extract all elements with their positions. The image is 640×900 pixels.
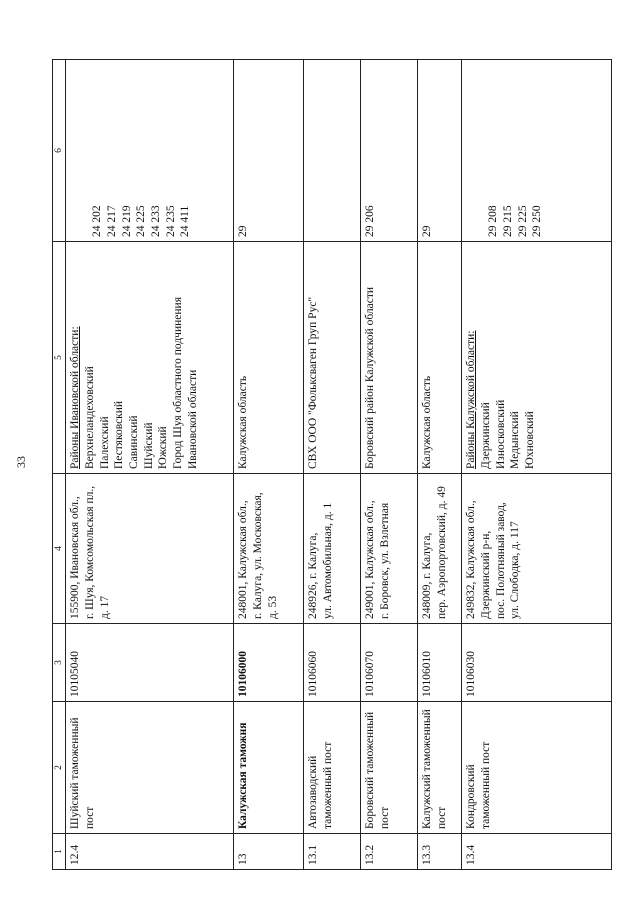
post-code: 10106070 <box>364 651 377 697</box>
row-number: 13.1 <box>307 844 320 865</box>
okato-code: 24 202 <box>91 205 104 237</box>
address-cell <box>304 474 361 624</box>
post-name: Калужская таможня <box>237 722 250 829</box>
row-number-cell <box>361 834 418 870</box>
address-line: пер. Аэропортовский, д. 49 <box>435 486 448 619</box>
page-number: 33 <box>14 456 28 468</box>
post-code: 10106000 <box>237 651 250 697</box>
post-code-cell <box>304 624 361 702</box>
okato-code: 24 225 <box>135 205 148 237</box>
address-cell <box>361 474 418 624</box>
address-line: ул. Слободка, д. 117 <box>509 521 522 619</box>
address-line: д. 53 <box>266 595 279 619</box>
row-number-cell <box>234 834 304 870</box>
address-line: г. Калуга, ул. Московская, <box>251 492 264 619</box>
post-code: 10105040 <box>69 651 82 697</box>
table-row <box>304 60 361 870</box>
region-line: Южский <box>157 426 170 469</box>
okato-code: 29 250 <box>531 205 544 237</box>
row-number-cell <box>304 834 361 870</box>
address-line: 249001, Калужская обл., <box>364 500 377 619</box>
region-title: Районы Калужской области: <box>465 330 478 469</box>
region-line: Шуйский <box>142 422 155 469</box>
post-code: 10106060 <box>307 651 320 697</box>
post-name: Кондровский таможенный пост <box>465 741 492 829</box>
table-row <box>361 60 418 870</box>
region-line: Пестяковский <box>113 400 126 469</box>
address-line: Дзержинский р-н, <box>479 530 492 619</box>
post-code-cell <box>361 624 418 702</box>
region-line: Город Шуя областного подчинения <box>172 297 185 469</box>
customs-table <box>52 59 612 870</box>
table-row <box>418 60 462 870</box>
region-line: Калужская область <box>237 375 250 469</box>
region-cell <box>234 242 304 474</box>
row-number: 13.2 <box>364 844 377 865</box>
region-line: Юхновский <box>524 411 537 469</box>
region-line: Износковский <box>494 399 507 469</box>
okato-code-cell <box>66 60 234 242</box>
okato-code: 24 217 <box>105 205 118 237</box>
okato-code: 29 <box>237 225 250 237</box>
region-line: Дзержинский <box>479 402 492 469</box>
okato-code: 29 <box>421 225 434 237</box>
address-line: 248009, г. Калуга, <box>421 532 434 619</box>
region-cell <box>462 242 612 474</box>
okato-code: 24 235 <box>164 205 177 237</box>
row-number-cell <box>66 834 234 870</box>
post-code: 10106030 <box>465 651 478 697</box>
address-line: 249832, Калужская обл., <box>465 500 478 619</box>
region-title: Районы Ивановской области: <box>69 326 82 469</box>
post-name: Боровский таможенный пост <box>364 711 391 829</box>
okato-code-cell <box>304 60 361 242</box>
okato-code-cell <box>462 60 612 242</box>
row-number: 13 <box>237 853 250 865</box>
post-name: Автозаводский таможенный пост <box>307 741 334 829</box>
post-code-cell <box>234 624 304 702</box>
rotated-page <box>52 60 612 870</box>
post-name: Калужский таможенный пост <box>421 709 448 829</box>
table-row <box>66 60 234 870</box>
region-line: Калужская область <box>421 375 434 469</box>
okato-code: 29 208 <box>487 205 500 237</box>
address-line: г. Боровск, ул. Взлетная <box>378 502 391 619</box>
okato-code: 29 206 <box>364 205 377 237</box>
post-name-cell <box>304 702 361 834</box>
col-header-3: 3 <box>53 624 66 702</box>
okato-code: 24 233 <box>150 205 163 237</box>
row-number-cell <box>418 834 462 870</box>
post-name-cell <box>234 702 304 834</box>
col-header-5: 5 <box>53 242 66 474</box>
post-name-cell <box>418 702 462 834</box>
address-cell <box>234 474 304 624</box>
okato-code: 29 225 <box>516 205 529 237</box>
col-header-2: 2 <box>53 702 66 834</box>
post-name-cell <box>462 702 612 834</box>
region-cell <box>361 242 418 474</box>
address-line: д. 17 <box>98 595 111 619</box>
column-number-row <box>53 60 66 870</box>
col-header-6: 6 <box>53 60 66 242</box>
address-cell <box>418 474 462 624</box>
address-cell <box>66 474 234 624</box>
address-cell <box>462 474 612 624</box>
post-code-cell <box>418 624 462 702</box>
address-line: пос. Полотняный завод, <box>494 502 507 619</box>
okato-code-cell <box>418 60 462 242</box>
region-cell <box>304 242 361 474</box>
col-header-1: 1 <box>53 834 66 870</box>
region-line: Палехский <box>98 416 111 469</box>
region-line: Медынский <box>509 411 522 469</box>
post-name-cell <box>361 702 418 834</box>
region-line: СВХ ООО "Фольксваген Груп Рус" <box>307 296 320 469</box>
okato-code: 29 215 <box>501 205 514 237</box>
address-line: 155900, Ивановская обл., <box>69 496 82 619</box>
post-code-cell <box>66 624 234 702</box>
row-number: 12.4 <box>69 844 82 865</box>
okato-code-cell <box>361 60 418 242</box>
row-number: 13.4 <box>465 844 478 865</box>
col-header-4: 4 <box>53 474 66 624</box>
address-line: 248926, г. Калуга, <box>307 532 320 619</box>
region-cell <box>66 242 234 474</box>
address-line: ул. Автомобильная, д. 1 <box>321 502 334 619</box>
okato-code-cell <box>234 60 304 242</box>
table-row <box>234 60 304 870</box>
row-number: 13.3 <box>421 844 434 865</box>
region-line: Верхнеландеховский <box>83 366 96 469</box>
okato-code: 24 411 <box>179 205 192 237</box>
post-name: Шуйский таможенный пост <box>69 717 96 829</box>
region-line: Боровский район Калужской области <box>364 286 377 469</box>
post-name-cell <box>66 702 234 834</box>
row-number-cell <box>462 834 612 870</box>
post-code: 10106010 <box>421 651 434 697</box>
address-line: 248001, Калужская обл., <box>237 500 250 619</box>
okato-code: 24 219 <box>120 205 133 237</box>
region-line: Ивановской области <box>186 369 199 469</box>
region-line: Савинский <box>128 415 141 469</box>
region-cell <box>418 242 462 474</box>
table-row <box>462 60 612 870</box>
address-line: г. Шуя, Комсомольская пл., <box>83 485 96 619</box>
post-code-cell <box>462 624 612 702</box>
